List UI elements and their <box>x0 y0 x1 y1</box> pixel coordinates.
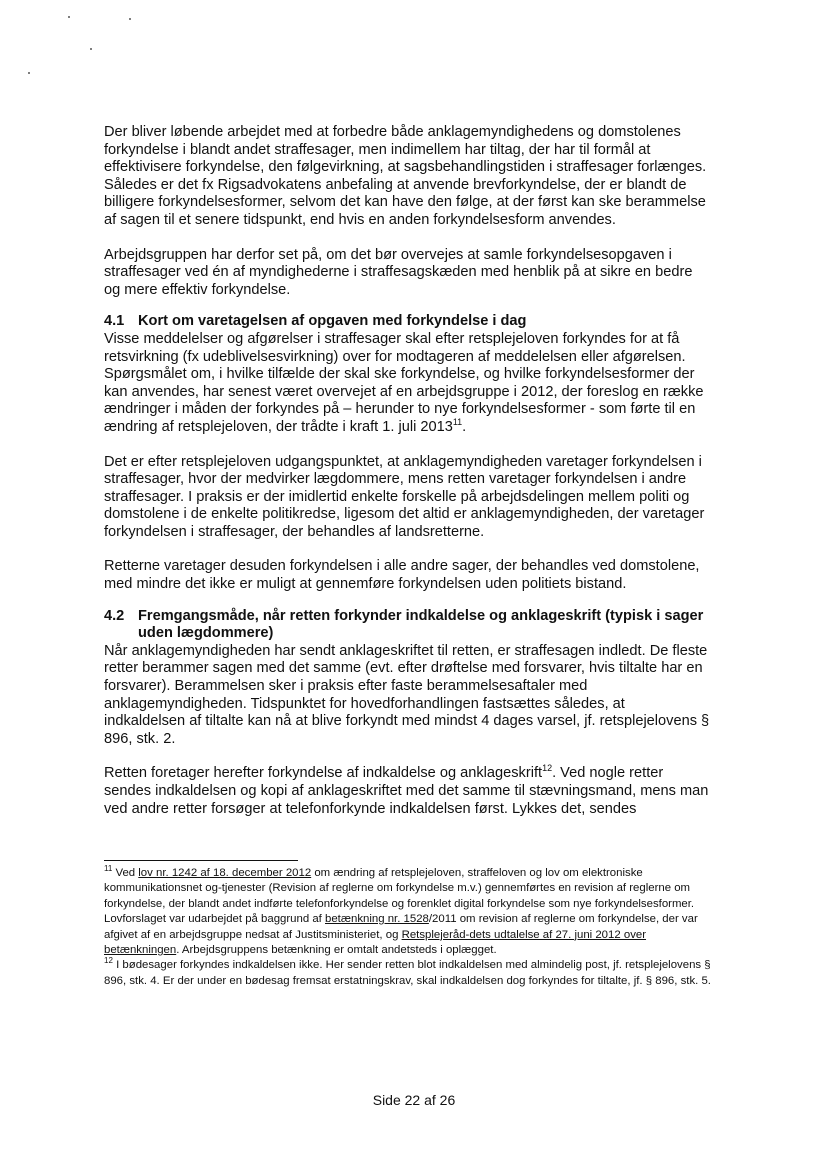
section-heading-4-2 <box>104 608 710 643</box>
scan-speck <box>90 48 92 50</box>
paragraph-working-group: Arbejdsgruppen har derfor set på, om det bør overvejes at samle forkyndelsesopgaven i straffesager ved én af myndighederne i straffesagskæden med henblik på at sikre en bedre og mere effektiv forkyndelse. <box>104 246 693 298</box>
paragraph-4-2-b: Retten foretager herefter forkyndelse af indkaldelse og anklageskrift$^{12}$. Ved nogle retter sendes indkaldelsen og kopi af anklageskriftet med det samme til stævningsmand, mens man ved andre retter forsøger at telefonforkynde indkaldelsen først. Lykkes det, sendes <box>104 763 709 817</box>
footnote-link-law[interactable]: lov nr. 1242 af 18. december 2012 <box>138 867 312 879</box>
page-number: Side 22 af 26 <box>372 1092 456 1108</box>
section-title: Kort om varetagelsen af opgaven med forkyndelse i dag <box>138 313 527 330</box>
footnote-12: $^{12}$ I bødesager forkyndes indkaldelsen ikke. Her sender retten blot indkaldelsen med almindelig post, jf. retsplejelovens § 896, stk. 4. Er der under en bødesag fremsat erstatningskrav, skal indkaldelsen dog forkyndes for tiltalte, jf. § 896, stk. 5. <box>104 956 711 987</box>
paragraph-4-1-a: Visse meddelelser og afgørelser i straffesager skal efter retsplejeloven forkyndes for at få retsvirkning (fx udeblivelsesvirkning) over for modtageren af meddelelsen eller afgørelsen. Spørgsmålet om, i hvilke tilfælde der skal ske forkyndelse, og hvilke forkyndelsesformer der kan anvendes, har senest været overvejet af en arbejdsgruppe i 2012, der foreslog en række ændringer i måden der forkyndes på – herunder to nye forkyndelsesformer - som førte til en ændring af retsplejeloven, der trådte i kraft 1. juli 2013$^{11}$. <box>104 330 704 435</box>
paragraph-4-1-c: Retterne varetager desuden forkyndelsen i alle andre sager, der behandles ved domstolene, med mindre det ikke er muligt at gennemføre forkyndelsen uden politiets bistand. <box>104 558 700 593</box>
scan-speck <box>28 72 30 74</box>
footnote-ref-11: 11 <box>452 417 463 428</box>
section-number: 4.1 <box>104 313 125 330</box>
main-body <box>104 124 710 835</box>
section-title: Fremgangsmåde, når retten forkynder indkaldelse og anklageskrift (typisk i sager uden lægdommere) <box>138 607 704 642</box>
footnote-separator <box>104 860 298 861</box>
paragraph-intro: Der bliver løbende arbejdet med at forbedre både anklagemyndighedens og domstolenes forkyndelse i blandt andet straffesager, men indimellem har tiltag, der har til formål at effektivisere forkyndelse, den følgevirkning, at sagsbehandlingstiden i straffesager forlænges. Således er det fx Rigsadvokatens anbefaling at anvende brevforkyndelse, der er blandt de billigere forkyndelsesformer, selvom det kan have den følge, at der først kan ske berammelse af sagen til et senere tidspunkt, end hvis en anden forkyndelsesform anvendes. <box>104 124 707 228</box>
section-number: 4.2 <box>104 607 125 624</box>
section-heading-4-1 <box>104 313 710 331</box>
scan-speck <box>68 16 70 18</box>
footnote-11: $^{11}$ Ved lov nr. 1242 af 18. december 2012 om ændring af retsplejeloven, straffeloven og lov om elektroniske kommunikationsnet og-tjenester (Revision af reglerne om forkyndelse m.v.) gennemførtes en revision af reglerne om forkyndelse, der blandt andet indførte telefonforkyndelse og forenklet digital forkyndelse som nye forkyndelsesformer. Lovforslaget var udarbejdet på baggrund af betænkning nr. 1528/2011 om revision af reglerne om forkyndelse, der var afgivet af en arbejdsgruppe nedsat af Justitsministeriet, og Retsplejeråd-dets udtalelse af 27. juni 2012 over betænkningen. Arbejdsgruppens betænkning er omtalt andetsteds i oplægget. <box>104 864 698 957</box>
footnotes <box>104 866 714 989</box>
scan-speck <box>129 18 131 20</box>
footnote-link-statement[interactable]: Retsplejeråd-dets udtalelse af 27. juni 2012 over betænkningen <box>104 928 647 957</box>
paragraph-4-2-a: Når anklagemyndigheden har sendt anklageskriftet til retten, er straffesagen indledt. De fleste retter berammer sagen med det samme (evt. efter drøftelse med forsvarer, hvis tiltalte har en forsvarer). Berammelsen sker i praksis efter faste berammelsesaftaler med anklagemyndigheden. Tidspunktet for hovedforhandlingen fastsættes således, at indkaldelsen af tiltalte kan nå at blive forkyndt med mindst 4 dages varsel, jf. retsplejelovens § 896, stk. 2. <box>104 642 710 747</box>
paragraph-4-1-b: Det er efter retsplejeloven udgangspunktet, at anklagemyndigheden varetager forkyndelsen i straffesager, hvor der medvirker lægdommere, mens retten varetager forkyndelsen i andre straffesager. I praksis er der imidlertid enkelte forskelle på arbejdsdelingen mellem politi og domstolene i de enkelte politikredse, ligesom det altid er anklagemyndigheden, der varetager forkyndelsen i straffesager, der behandles af landsretterne. <box>104 453 705 540</box>
footnote-ref-12: 12 <box>542 763 553 774</box>
footnote-link-report[interactable]: betænkning nr. 1528 <box>325 913 429 926</box>
